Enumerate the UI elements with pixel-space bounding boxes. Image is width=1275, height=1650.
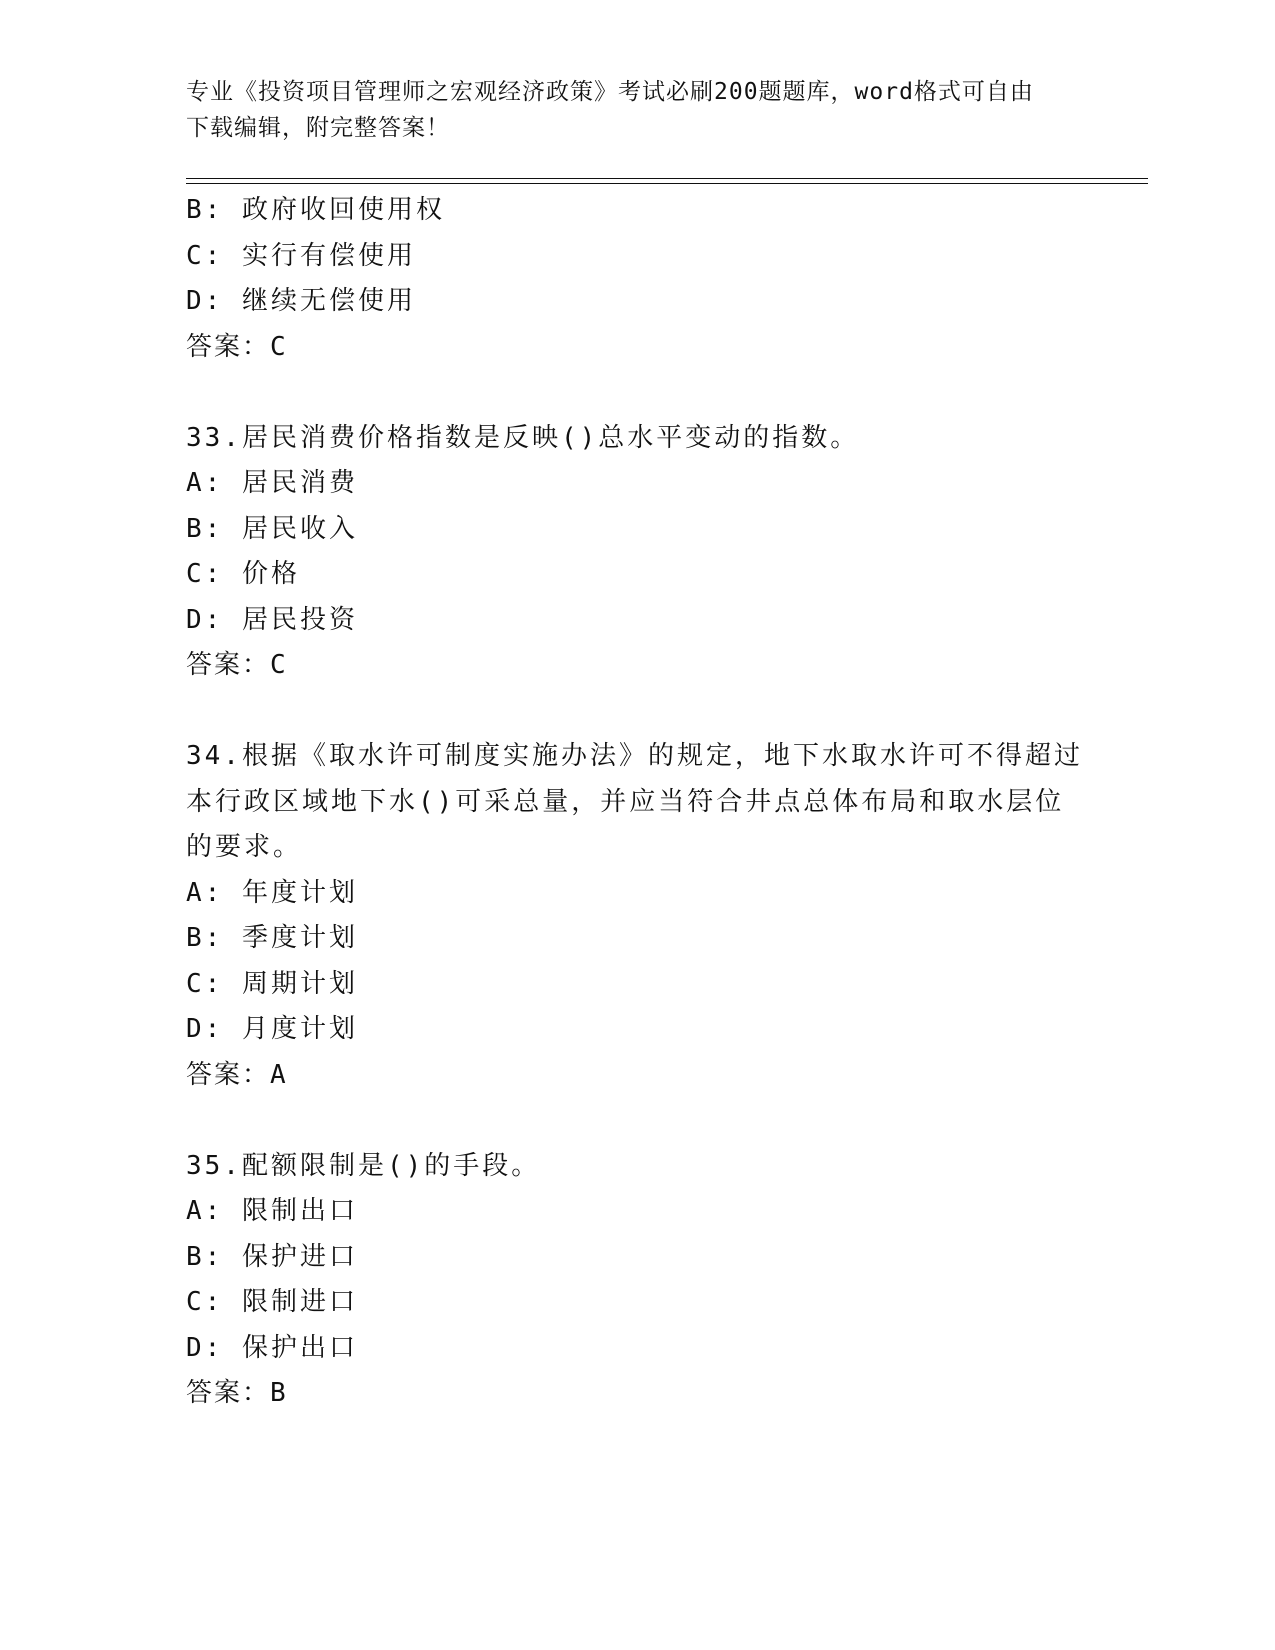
header-line-2: 下载编辑，附完整答案！ (186, 115, 450, 141)
option-b: B: 居民收入 (186, 513, 358, 544)
question-34 (186, 734, 1086, 1098)
option-b: B: 保护进口 (186, 1241, 358, 1272)
question-stem: 35.配额限制是()的手段。 (186, 1150, 541, 1181)
question-stem-line-1: 34.根据《取水许可制度实施办法》的规定，地下水取水许可不得超过 (186, 741, 1083, 771)
question-stem: 33.居民消费价格指数是反映()总水平变动的指数。 (186, 422, 860, 453)
question-stem-line-3: 的要求。 (186, 832, 303, 862)
option-b: B: 季度计划 (186, 923, 358, 953)
answer-line: 答案：B (186, 1378, 288, 1408)
option-a: A: 居民消费 (186, 468, 358, 498)
option-d: D: 保护出口 (186, 1332, 358, 1363)
answer-line: 答案：C (186, 331, 288, 362)
question-block-continued (186, 188, 1086, 370)
header-line-1: 专业《投资项目管理师之宏观经济政策》考试必刷200题题库，word格式可自由 (186, 79, 1034, 105)
header-divider-top (186, 178, 1148, 179)
option-d: D: 居民投资 (186, 604, 358, 635)
option-a: A: 限制出口 (186, 1196, 358, 1226)
option-c: C: 价格 (186, 559, 300, 589)
answer-line: 答案：C (186, 650, 288, 680)
option-b: B: 政府收回使用权 (186, 195, 445, 225)
option-a: A: 年度计划 (186, 877, 358, 908)
question-list (186, 188, 1086, 1417)
answer-line: 答案：A (186, 1059, 288, 1090)
option-d: D: 继续无偿使用 (186, 286, 416, 316)
option-d: D: 月度计划 (186, 1014, 358, 1044)
document-header (186, 74, 1066, 146)
option-c: C: 周期计划 (186, 968, 358, 999)
header-divider-bottom (186, 183, 1148, 184)
option-c: C: 限制进口 (186, 1287, 358, 1317)
question-stem-line-2: 本行政区域地下水()可采总量，并应当符合井点总体布局和取水层位 (186, 786, 1065, 817)
option-c: C: 实行有偿使用 (186, 240, 416, 271)
question-33 (186, 416, 1086, 689)
question-35 (186, 1144, 1086, 1417)
